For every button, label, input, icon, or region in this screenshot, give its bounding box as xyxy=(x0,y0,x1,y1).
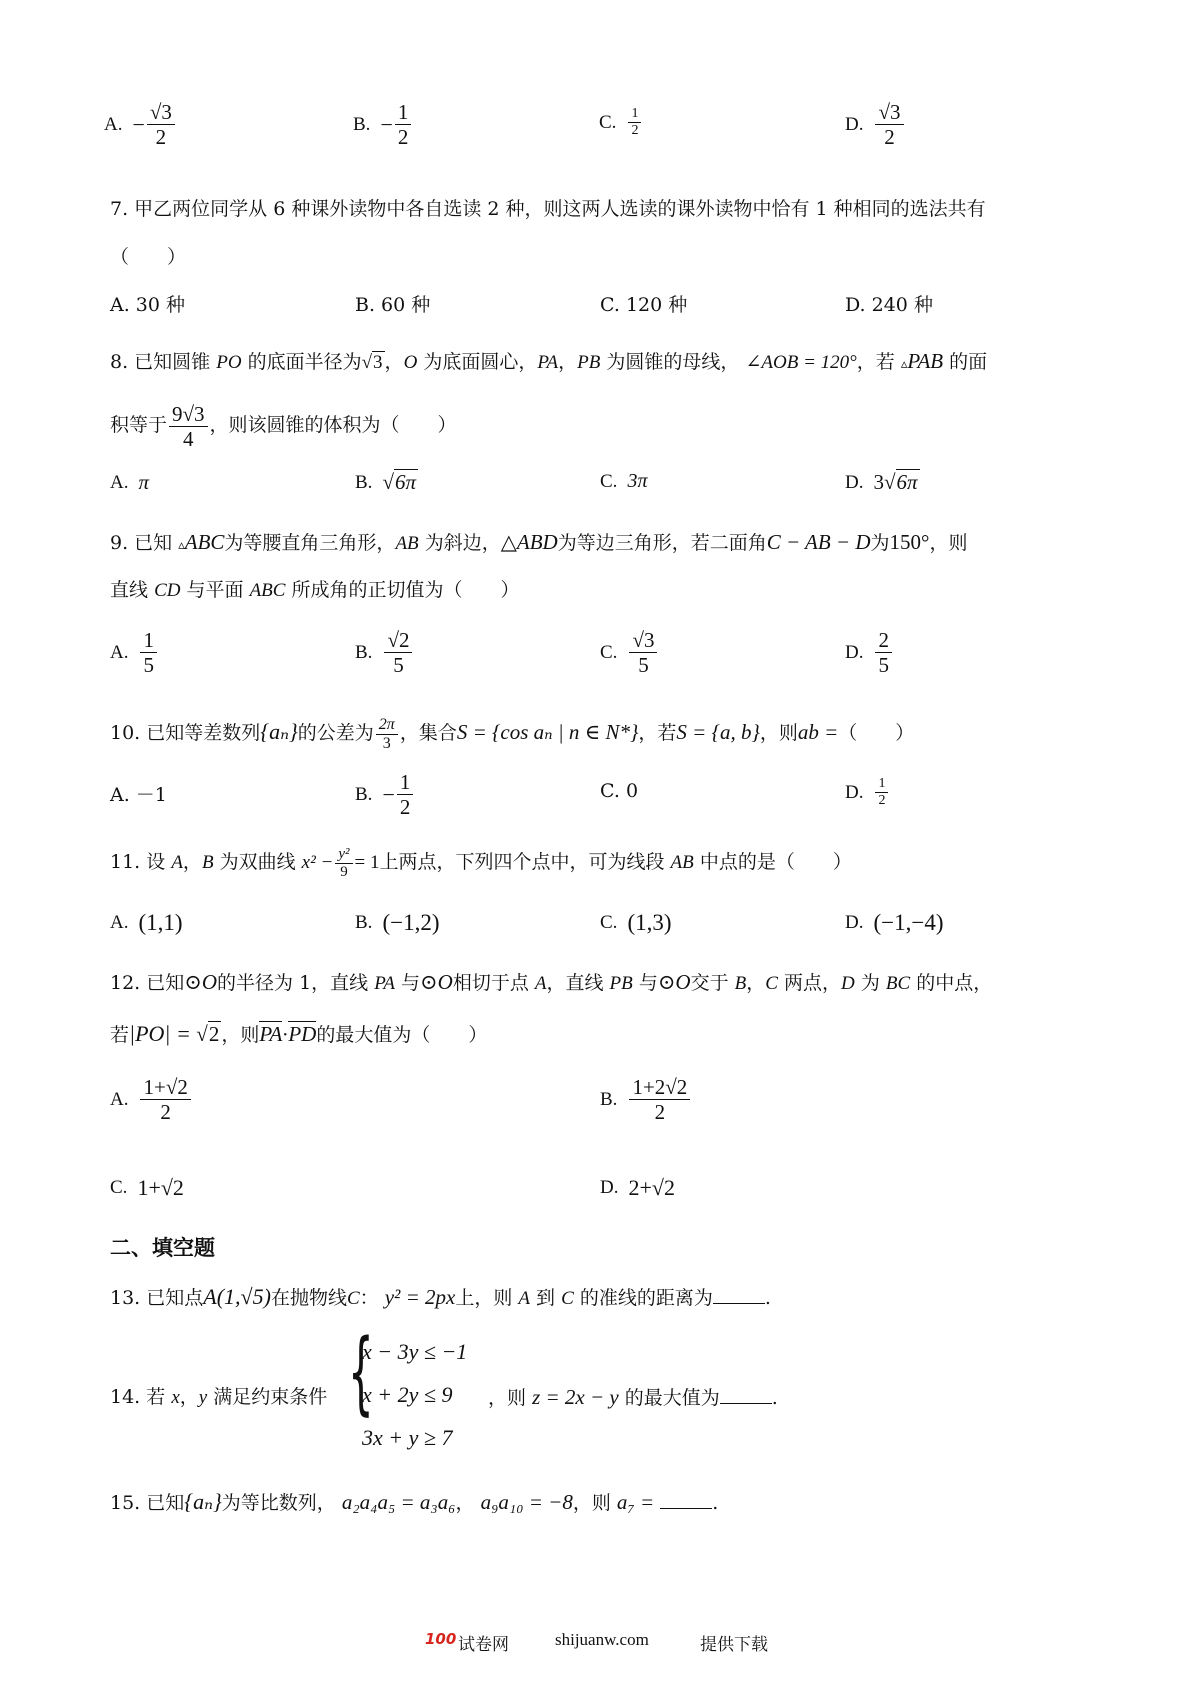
q10-option-b: B. − $\frac{1}{2}$ xyxy=(355,770,415,819)
fraction: $\frac{1}{2}$ xyxy=(628,106,641,139)
sqrt: √3 xyxy=(361,352,383,373)
q12-line2: 若|PO| = √2 ，则PA·PD的最大值为（ ） xyxy=(110,1021,488,1046)
q11-option-d: D. (−1,−4) xyxy=(845,910,944,935)
q8-option-d: D. 3 √6π xyxy=(845,470,918,494)
answer-blank xyxy=(713,1285,765,1304)
fraction: $\frac{√3}{5}$ xyxy=(629,628,657,677)
q14-line-tail: ，则 z = 2x − y 的最大值为 . xyxy=(488,1385,778,1409)
vector-pd: PD xyxy=(288,1022,317,1046)
q12-option-c: C. 1+√2 xyxy=(110,1175,184,1200)
fraction: $\frac{2}{5}$ xyxy=(875,628,892,677)
q11-option-c: C. (1,3) xyxy=(600,910,672,935)
fraction: $\frac{1+2√2}{2}$ xyxy=(629,1075,690,1124)
q11-option-b: B. (−1,2) xyxy=(355,910,440,935)
footer-provide: 提供下载 xyxy=(700,1635,768,1655)
q6-option-d: D. $\frac{√3}{2}$ xyxy=(845,100,906,149)
q12-options-ab xyxy=(0,1075,1191,1135)
sqrt: √6π xyxy=(883,470,918,494)
fraction: $\frac{√3}{2}$ xyxy=(147,100,175,149)
q6-option-b: B. − $\frac{1}{2}$ xyxy=(353,100,413,149)
q8-option-c: C. 3π xyxy=(600,470,648,492)
q6-option-c: C. $\frac{1}{2}$ xyxy=(599,106,643,139)
q11-line: 11. 设 A，B 为双曲线 x² − $\frac{\text{y²}}{9}$ = 1上两点，下列四个点中，可为线段 AB 中点的是（ ） xyxy=(110,845,852,880)
q6-options xyxy=(0,100,1191,160)
q7-question: 7. 甲乙两位同学从 6 种课外读物中各自选读 2 种，则这两人选读的课外读物中恰有 1 种相同的选法共有 xyxy=(110,198,986,220)
q6-option-a: A. − $\frac{√3}{2}$ xyxy=(104,100,177,149)
fraction: $\frac{1}{5}$ xyxy=(140,628,157,677)
fraction: $\frac{9√3}{4}$ xyxy=(169,402,208,451)
q14-constraint-2: x + 2y ≤ 9 xyxy=(362,1382,453,1407)
q7-option-a: A. 30 种 xyxy=(110,294,186,316)
page-footer xyxy=(0,1630,1191,1660)
q10-option-c: C. 0 xyxy=(600,780,639,802)
q9-options xyxy=(0,628,1191,688)
q14-constraint-1: x − 3y ≤ −1 xyxy=(362,1339,468,1364)
q15-line: 15. 已知{aₙ}为等比数列， a₂a₄a₅ = a₃a₆， a₉a₁₀ = −8，则 a₇ = . xyxy=(110,1489,719,1514)
q14-constraint-3: 3x + y ≥ 7 xyxy=(362,1425,453,1450)
footer-url[interactable]: shijuanw.com xyxy=(555,1630,649,1649)
q12-option-d: D. 2+√2 xyxy=(600,1175,675,1200)
q10-line: 10. 已知等差数列{aₙ}的公差为 $\frac{2\pi}{3}$ ，集合S = {cos aₙ | n ∈ N*}，若S = {a, b}，则ab =（ ） xyxy=(110,715,915,752)
q12-option-a: A. $\frac{1+√2}{2}$ xyxy=(110,1075,193,1124)
q12-option-b: B. $\frac{1+2√2}{2}$ xyxy=(600,1075,692,1124)
q8-option-b: B. √6π xyxy=(355,470,416,494)
fraction: $\frac{2\pi}{3}$ xyxy=(376,716,398,753)
q10-option-d: D. $\frac{1}{2}$ xyxy=(845,776,890,809)
q8-options xyxy=(0,470,1191,530)
q14-line: 14. 若 x，y 满足约束条件 xyxy=(110,1386,328,1408)
q8-line1: 8. 已知圆锥 PO 的底面半径为√3 ，O 为底面圆心，PA，PB 为圆锥的母线， ∠AOB = 120°，若 ▵PAB 的面 xyxy=(110,349,988,373)
q9-line1: 9. 已知 ▵ABC为等腰直角三角形，AB 为斜边，△ABD为等边三角形，若二面角C − AB − D为150°，则 xyxy=(110,530,968,554)
section-fill-in-blank: 二、填空题 xyxy=(110,1236,215,1260)
fraction: $\frac{√3}{2}$ xyxy=(875,100,903,149)
q9-option-c: C. $\frac{√3}{5}$ xyxy=(600,628,659,677)
q7-option-c: C. 120 种 xyxy=(600,294,688,316)
q12-line1: 12. 已知⊙O的半径为 1，直线 PA 与⊙O相切于点 A，直线 PB 与⊙O交于 B，C 两点，D 为 BC 的中点， xyxy=(110,970,993,994)
answer-blank xyxy=(660,1490,712,1509)
q7-option-d: D. 240 种 xyxy=(845,294,933,316)
q9-line2: 直线 CD 与平面 ABC 所成角的正切值为（ ） xyxy=(110,579,520,601)
q9-option-d: D. $\frac{2}{5}$ xyxy=(845,628,894,677)
q9-option-a: A. $\frac{1}{5}$ xyxy=(110,628,159,677)
q13-line: 13. 已知点A(1,√5)在抛物线C： y² = 2px上，则 A 到 C 的准线的距离为 . xyxy=(110,1284,771,1309)
vector-pa: PA xyxy=(259,1022,283,1046)
sqrt: √6π xyxy=(382,470,416,494)
answer-blank xyxy=(720,1385,772,1404)
sqrt: √2 xyxy=(196,1022,220,1046)
q7-option-b: B. 60 种 xyxy=(355,294,431,316)
fraction: $\frac{1}{2}$ xyxy=(875,776,888,809)
fraction: $\frac{1}{2}$ xyxy=(395,100,412,149)
q10-options xyxy=(0,770,1191,830)
footer-brand: 试卷网 xyxy=(458,1635,509,1655)
q9-option-b: B. $\frac{√2}{5}$ xyxy=(355,628,414,677)
fraction: $\frac{1}{2}$ xyxy=(397,770,414,819)
q10-option-a: A. －1 xyxy=(110,784,167,806)
logo: 100 xyxy=(425,1630,457,1648)
constraint-brace: { xyxy=(348,1320,374,1425)
fraction: $\frac{\text{y²}}{9}$ xyxy=(335,846,352,881)
q8-option-a: A. π xyxy=(110,470,150,494)
q11-option-a: A. (1,1) xyxy=(110,910,183,935)
q8-line2: 积等于 $\frac{9√3}{4}$ ，则该圆锥的体积为（ ） xyxy=(110,401,457,451)
q7-paren: （ ） xyxy=(110,246,187,268)
fraction: $\frac{√2}{5}$ xyxy=(384,628,412,677)
fraction: $\frac{1+√2}{2}$ xyxy=(140,1075,190,1124)
q12-options-cd xyxy=(0,1175,1191,1235)
q11-options xyxy=(0,910,1191,970)
